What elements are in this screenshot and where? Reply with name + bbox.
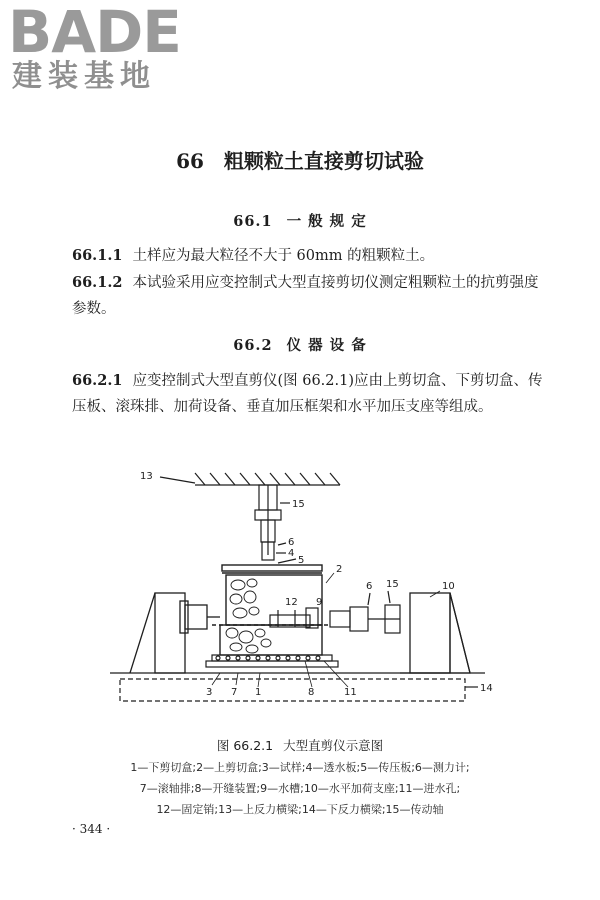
clause-text: 本试验采用应变控制式大型直接剪切仪测定粗颗粒土的抗剪强度参数。: [72, 275, 539, 317]
callout-15: 15: [292, 499, 305, 510]
chapter-number: 66: [176, 149, 204, 173]
roller-row-and-base: [206, 655, 338, 667]
callout-13: 13: [140, 471, 153, 482]
upper-reaction-beam: [160, 473, 340, 485]
horizontal-load-support: [400, 593, 470, 673]
soil-sample: [226, 579, 271, 653]
callout-6: 6: [288, 537, 295, 548]
callout-12: 12: [285, 597, 298, 608]
horizontal-loading-assembly: [330, 591, 400, 633]
callout-6-horizontal: 6: [366, 581, 373, 592]
direct-shear-apparatus-diagram: [100, 465, 500, 720]
loading-plate: [222, 565, 322, 573]
callout-5: 5: [298, 555, 305, 566]
callout-8: 8: [308, 687, 315, 698]
callout-4: 4: [288, 548, 295, 559]
callout-10: 10: [442, 581, 455, 592]
chapter-title-text: 粗颗粒土直接剪切试验: [223, 149, 424, 173]
clause-text: 土样应为最大粒径不大于 60mm 的粗颗粒土。: [132, 248, 435, 264]
clause-text: 应变控制式大型直剪仪(图 66.2.1)应由上剪切盒、下剪切盒、传压板、滚珠排、加荷设备、垂直加压框架和水平加压支座等组成。: [72, 373, 543, 415]
section-heading: [0, 334, 600, 355]
clause: [72, 368, 552, 420]
clause-number: 66.1.1: [72, 247, 123, 264]
vertical-drive-shaft: [255, 485, 290, 555]
callout-14: 14: [480, 683, 493, 694]
clause-number: 66.1.2: [72, 274, 123, 291]
callout-11: 11: [344, 687, 357, 698]
logo-wordmark: BADE: [8, 0, 181, 66]
callout-leaders: [212, 573, 440, 687]
lower-reaction-beam: [110, 673, 485, 701]
section-title: 一 般 规 定: [286, 213, 367, 230]
clause: [72, 243, 552, 269]
figure-caption: [0, 736, 600, 754]
logo-subtitle: 建装基地: [12, 59, 156, 94]
figure-legend-line: 1—下剪切盒;2—上剪切盒;3—试样;4—透水板;5—传压板;6—测力计;: [130, 761, 470, 774]
clause-number: 66.2.1: [72, 372, 123, 389]
callout-1: 1: [255, 687, 262, 698]
section-number: 66.1: [233, 213, 273, 230]
chapter-title: [0, 145, 600, 174]
figure-legend-line: 12—固定销;13—上反力横梁;14—下反力横梁;15—传动轴: [156, 803, 444, 816]
figure-number: 图 66.2.1: [216, 738, 274, 753]
callout-2: 2: [336, 564, 343, 575]
publisher-logo: [8, 0, 181, 97]
figure-legend-line: 7—滚轴排;8—开缝装置;9—水槽;10—水平加荷支座;11—进水孔;: [139, 782, 461, 795]
callout-7: 7: [231, 687, 238, 698]
callout-9: 9: [316, 597, 323, 608]
figure-title: 大型直剪仪示意图: [283, 738, 384, 753]
callout-3: 3: [206, 687, 213, 698]
section-title: 仪 器 设 备: [286, 337, 367, 354]
page-number: · 344 ·: [72, 822, 111, 836]
section-number: 66.2: [233, 337, 273, 354]
clause: [72, 270, 552, 322]
callout-15-horizontal: 15: [386, 579, 399, 590]
section-heading: [0, 210, 600, 231]
